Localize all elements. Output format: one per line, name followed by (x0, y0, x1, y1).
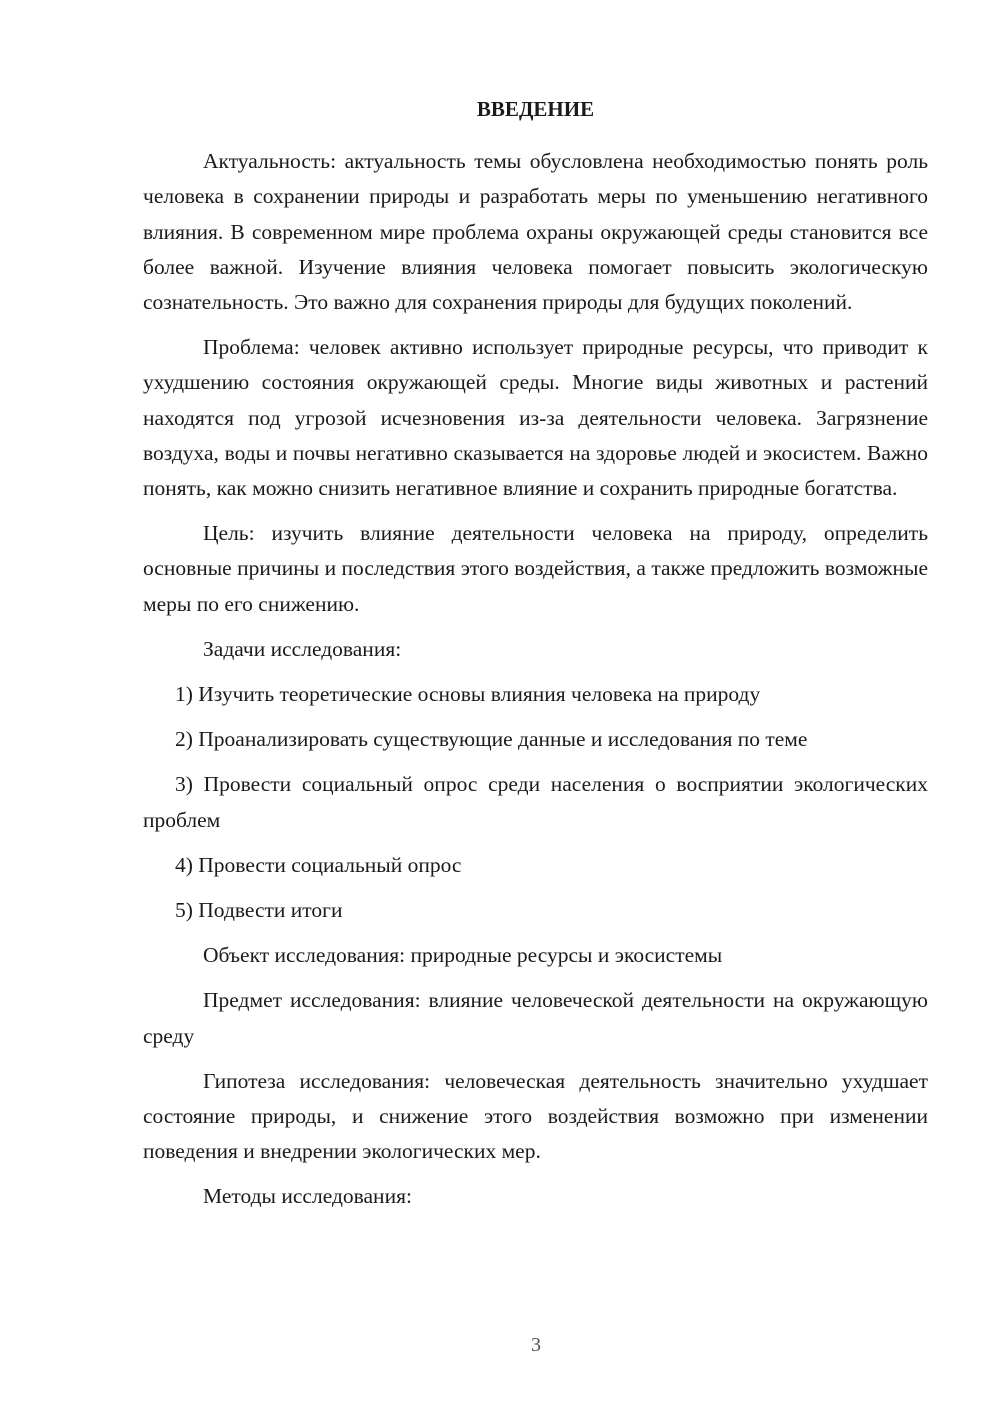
section-heading: ВВЕДЕНИЕ (476, 97, 595, 121)
task-item-2: 2) Проанализировать существующие данные и исследования по теме (175, 727, 808, 752)
task-item-1: 1) Изучить теоретические основы влияния человека на природу (175, 682, 761, 707)
relevance-paragraph: Актуальность: актуальность темы обусловлена необходимостью понять роль человека в сохранении природы и разработать меры по уменьшению негативного влияния. В современном мире проблема охраны окружающей среды становится все более важной. Изучение влияния человека помогает повысить экологическую сознательность. Это важно для сохранения природы для будущих поколений. (143, 149, 928, 315)
problem-paragraph: Проблема: человек активно использует природные ресурсы, что приводит к ухудшению состояния окружающей среды. Многие виды животных и растений находятся под угрозой исчезновения из-за деятельности человека. Загрязнение воздуха, воды и почвы негативно сказывается на здоровье людей и экосистем. Важно понять, как можно снизить негативное влияние и сохранить природные богатства. (143, 335, 928, 501)
methods-heading: Методы исследования: (203, 1184, 412, 1209)
tasks-heading: Задачи исследования: (203, 636, 402, 661)
task-item-3: 3) Провести социальный опрос среди населения о восприятии экологических проблем (143, 772, 928, 832)
document-page (143, 92, 928, 1225)
subject-paragraph: Предмет исследования: влияние человеческой деятельности на окружающую среду (143, 988, 928, 1048)
task-item-4: 4) Провести социальный опрос (175, 852, 462, 877)
goal-paragraph: Цель: изучить влияние деятельности человека на природу, определить основные причины и последствия этого воздействия, а также предложить возможные меры по его снижению. (143, 521, 928, 616)
object-paragraph: Объект исследования: природные ресурсы и экосистемы (203, 943, 723, 968)
hypothesis-paragraph: Гипотеза исследования: человеческая деятельность значительно ухудшает состояние природы, и снижение этого воздействия возможно при изменении поведения и внедрении экологических мер. (143, 1068, 928, 1164)
task-item-5: 5) Подвести итоги (175, 898, 343, 923)
page-number: 3 (531, 1334, 541, 1356)
